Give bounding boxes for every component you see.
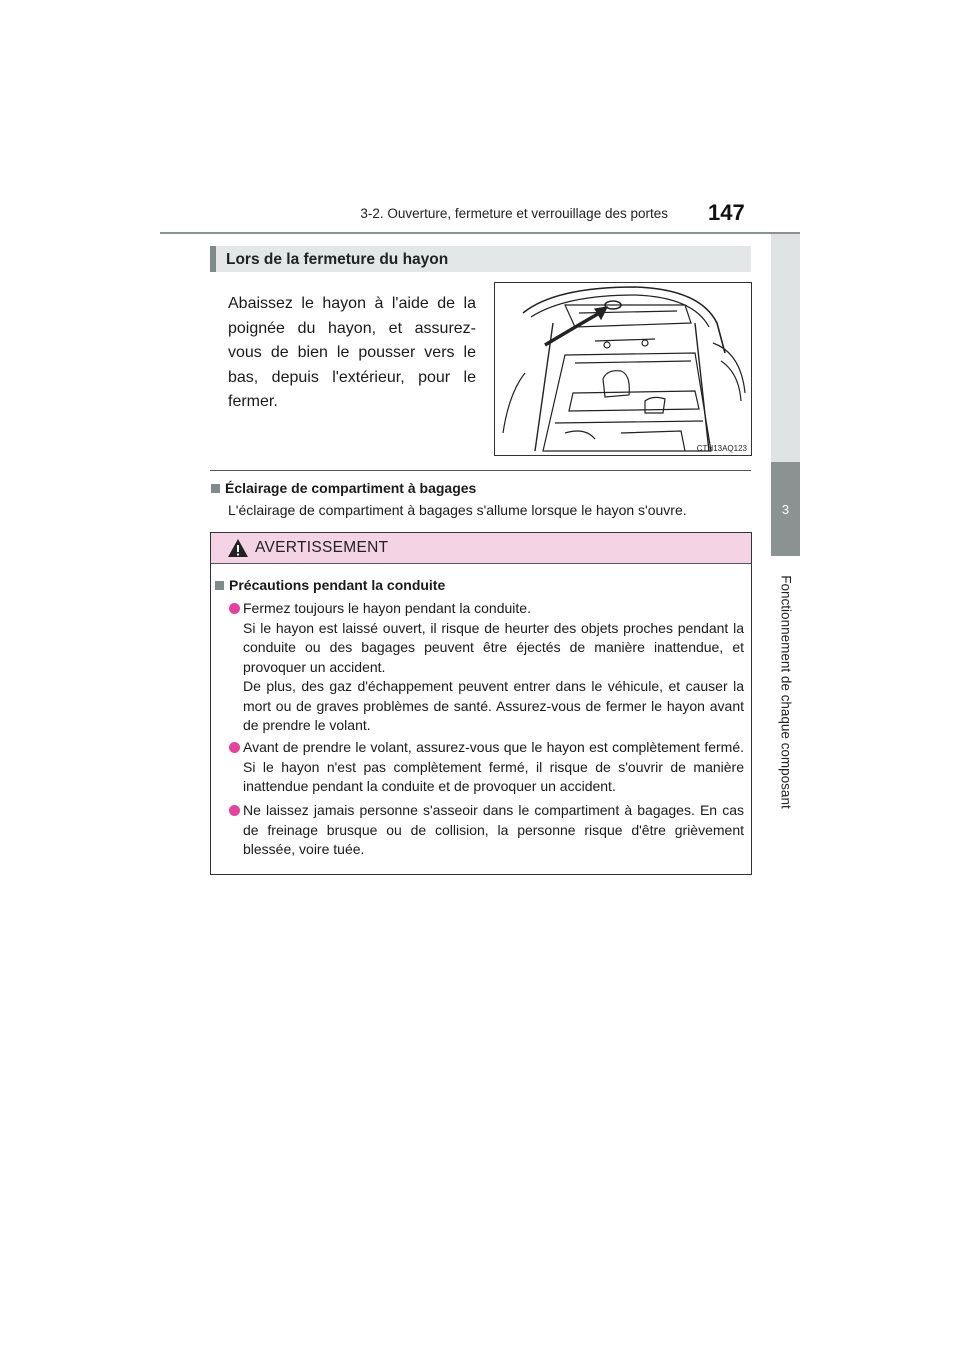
warning-item-1: [229, 599, 744, 736]
running-header: 3-2. Ouverture, fermeture et verrouillage des portes: [360, 206, 668, 221]
warning-item-1-line-3: De plus, des gaz d'échappement peuvent entrer dans le véhicule, et causer la mort ou de graves problèmes de santé. Assurez-vous de fermer le hayon avant de prendre le volant.: [243, 678, 744, 733]
note-heading: [211, 480, 476, 496]
bullet-dot-icon: [229, 603, 240, 614]
chapter-label: Fonctionnement de chaque composant: [778, 575, 794, 809]
section-heading: [210, 246, 751, 272]
section-title: Lors de la fermeture du hayon: [226, 251, 449, 268]
square-bullet-icon: [215, 581, 224, 590]
side-tab-track: [771, 234, 800, 462]
instruction-paragraph: Abaissez le hayon à l'aide de la poignée du hayon, et assurez-vous de bien le pousser vers le bas, depuis l'extérieur, pour le fermer.: [228, 295, 476, 410]
warning-item-3-text: Ne laissez jamais personne s'asseoir dans le compartiment à bagages. En cas de freinage brusque ou de collision, la personne risque d'être grièvement blessée, voire tuée.: [243, 802, 744, 857]
note-text: L'éclairage de compartiment à bagages s'allume lorsque le hayon s'ouvre.: [228, 502, 687, 518]
tailgate-drawing: [495, 283, 751, 455]
warning-item-1-line-1: Fermez toujours le hayon pendant la conduite.: [243, 600, 531, 616]
warning-header: [211, 533, 751, 564]
warning-subtitle: Précautions pendant la conduite: [229, 577, 446, 593]
figure-code: CTH13AQ123: [696, 444, 747, 453]
warning-title: AVERTISSEMENT: [255, 539, 389, 556]
page-number: 147: [708, 200, 745, 225]
bullet-dot-icon: [229, 805, 240, 816]
section-divider: [210, 470, 751, 471]
warning-item-1-line-2: Si le hayon est laissé ouvert, il risque de heurter des objets proches pendant la conduite ou des bagages peuvent être éjectés de manière inattendue, et provoquer un accident.: [243, 619, 744, 675]
square-bullet-icon: [211, 484, 220, 493]
warning-triangle-icon: [227, 538, 249, 558]
warning-subheading: [215, 577, 445, 593]
chapter-number: 3: [781, 501, 790, 517]
chapter-tab: [771, 462, 800, 556]
warning-item-2: [229, 738, 744, 797]
note-title: Éclairage de compartiment à bagages: [225, 480, 477, 496]
tailgate-illustration: [494, 282, 752, 456]
header-rule: [160, 232, 800, 234]
warning-box: [210, 532, 752, 875]
warning-item-3: [229, 801, 744, 860]
section-accent: [210, 246, 216, 272]
warning-item-2-text: Avant de prendre le volant, assurez-vous que le hayon est complètement fermé. Si le hayon n'est pas complètement fermé, il risque de s'ouvrir de manière inattendue pendant la conduite et de provoquer un accident.: [243, 739, 744, 794]
bullet-dot-icon: [229, 742, 240, 753]
